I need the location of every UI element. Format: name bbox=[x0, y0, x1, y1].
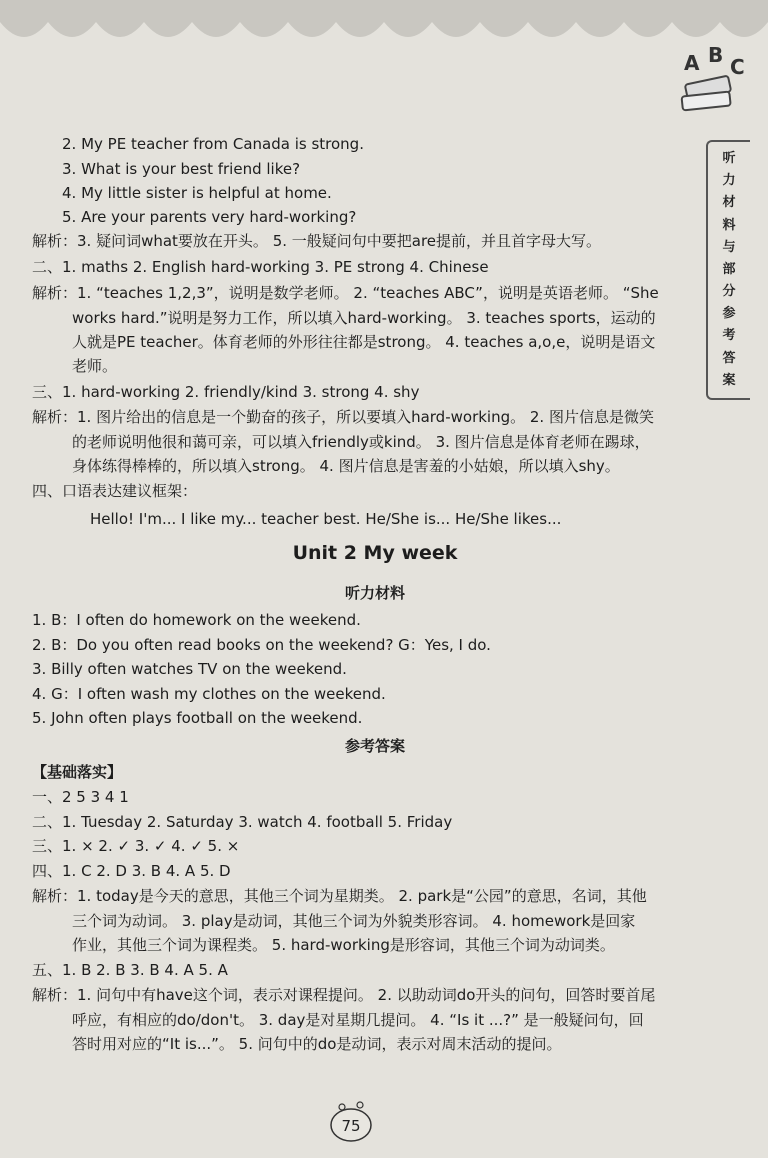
svg-text:B: B bbox=[708, 43, 724, 67]
explain-4-line3: 作业，其他三个词为课程类。 5. hard-working是形容词，其他三个词为动词类。 bbox=[72, 936, 615, 954]
unit1-item-5: 5. Are your parents very hard-working? bbox=[62, 208, 357, 226]
side-tab-char: 分 bbox=[722, 284, 736, 300]
side-tab-char: 与 bbox=[722, 239, 736, 255]
listening-title: 听力材料 bbox=[344, 584, 405, 602]
side-tab-char: 部 bbox=[722, 261, 736, 277]
explain-s2-line3: 人就是PE teacher。体育老师的外形往往都是strong。 4. teaches a,o,e，说明是语文 bbox=[72, 333, 656, 351]
explain-s2-line4: 老师。 bbox=[72, 357, 118, 375]
side-tab-char: 听 bbox=[722, 151, 736, 167]
speaking-framework: Hello! I'm... I like my... teacher best. He/She is... He/She likes... bbox=[90, 510, 562, 528]
unit1-item-2: 2. My PE teacher from Canada is strong. bbox=[62, 135, 364, 153]
side-tab-char: 力 bbox=[722, 173, 736, 189]
section-3-answers: 三、1. hard-working 2. friendly/kind 3. strong 4. shy bbox=[32, 383, 420, 401]
listening-5: 5. John often plays football on the weekend. bbox=[32, 709, 363, 727]
explain-5-line2: 呼应，有相应的do/don't。 3. day是对星期几提问。 4. “Is it ...?” 是一般疑问句，回 bbox=[72, 1011, 644, 1029]
answer-1: 一、2 5 3 4 1 bbox=[32, 788, 129, 806]
listening-1: 1. B：I often do homework on the weekend. bbox=[32, 611, 361, 629]
listening-3: 3. Billy often watches TV on the weekend. bbox=[32, 660, 347, 678]
answer-2: 二、1. Tuesday 2. Saturday 3. watch 4. football 5. Friday bbox=[32, 813, 453, 831]
explain-5-line3: 答时用对应的“It is...”。 5. 问句中的do是动词，表示对周末活动的提问。 bbox=[72, 1035, 562, 1053]
answers-title: 参考答案 bbox=[344, 737, 405, 755]
svg-text:C: C bbox=[730, 55, 745, 79]
answer-3: 三、1. × 2. ✓ 3. ✓ 4. ✓ 5. × bbox=[32, 837, 240, 855]
side-tab-char: 料 bbox=[722, 217, 736, 233]
explain-s3-line2: 的老师说明他很和蔼可亲，可以填入friendly或kind。 3. 图片信息是体育老师在踢球， bbox=[72, 433, 650, 451]
explain-s2-line1: 解析：1. “teaches 1,2,3”，说明是数学老师。 2. “teaches ABC”，说明是英语老师。 “She bbox=[32, 284, 659, 302]
explain-s3-line3: 身体练得棒棒的，所以填入strong。 4. 图片信息是害羞的小姑娘，所以填入shy。 bbox=[72, 457, 620, 475]
explain-4-line1: 解析：1. today是今天的意思，其他三个词为星期类。 2. park是“公园”的意思，名词，其他 bbox=[32, 887, 647, 905]
section-4-title: 四、口语表达建议框架： bbox=[32, 482, 198, 500]
explain-s3-line1: 解析：1. 图片给出的信息是一个勤奋的孩子，所以要填入hard-working。 2. 图片信息是微笑 bbox=[32, 408, 654, 426]
unit1-item-3: 3. What is your best friend like? bbox=[62, 160, 301, 178]
scalloped-border bbox=[0, 0, 768, 70]
section-5-answers: 五、1. B 2. B 3. B 4. A 5. A bbox=[32, 961, 228, 979]
side-tab-char: 答 bbox=[722, 350, 736, 366]
unit1-item-4: 4. My little sister is helpful at home. bbox=[62, 184, 332, 202]
listening-4: 4. G：I often wash my clothes on the weekend. bbox=[32, 685, 386, 703]
side-tab-label bbox=[706, 140, 750, 400]
side-tab-char: 参 bbox=[722, 306, 736, 322]
side-tab-char: 案 bbox=[722, 372, 736, 388]
answer-4: 四、1. C 2. D 3. B 4. A 5. D bbox=[32, 862, 231, 880]
side-tab-char: 材 bbox=[722, 195, 736, 211]
abc-books-icon bbox=[672, 40, 752, 120]
section-2-answers: 二、1. maths 2. English hard-working 3. PE strong 4. Chinese bbox=[32, 258, 489, 276]
page-number-badge bbox=[326, 1098, 376, 1144]
unit2-title: Unit 2 My week bbox=[292, 542, 458, 564]
side-tab-char: 考 bbox=[722, 328, 736, 344]
page-number: 75 bbox=[341, 1117, 361, 1135]
basic-title: 【基础落实】 bbox=[32, 763, 123, 781]
explain-4-line2: 三个词为动词。 3. play是动词，其他三个词为外貌类形容词。 4. homework是回家 bbox=[72, 912, 636, 930]
explain-3: 解析：3. 疑问词what要放在开头。 5. 一般疑问句中要把are提前，并且首字母大写。 bbox=[32, 232, 602, 250]
explain-5-line1: 解析：1. 问句中有have这个词，表示对课程提问。 2. 以助动词do开头的问句，回答时要首尾 bbox=[32, 986, 656, 1004]
svg-text:A: A bbox=[684, 51, 700, 75]
listening-2: 2. B：Do you often read books on the weekend? G：Yes, I do. bbox=[32, 636, 491, 654]
explain-s2-line2: works hard.”说明是努力工作，所以填入hard-working。 3. teaches sports，运动的 bbox=[72, 309, 656, 327]
